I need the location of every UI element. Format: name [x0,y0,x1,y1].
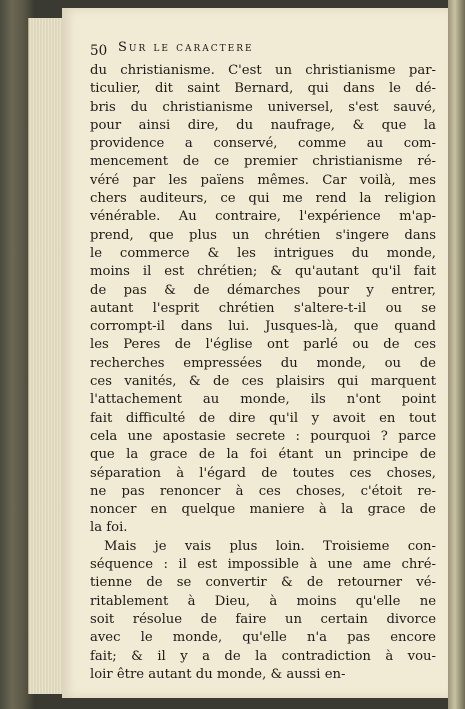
text-line: noncer en quelque maniere à la grace de [90,502,436,518]
text-line: que la grace de la foi étant un principe de [90,447,436,463]
text-line: séparation à l'égard de toutes ces choses, [90,465,436,481]
page-edges [28,18,63,694]
text-line: ticulier, dit saint Bernard, qui dans le dé- [90,81,436,97]
text-line: autant l'esprit chrétien s'altere-t-il ou se [90,300,436,316]
text-line: pour ainsi dire, du naufrage, & que la [90,117,436,133]
text-line: véré par les païens mêmes. Car voilà, mes [90,172,436,188]
text-line: fait; & il y a de la contradiction à vou- [90,648,436,664]
text-line: chers auditeurs, ce qui me rend la religion [90,191,436,207]
page-header [90,40,436,58]
text-line: ritablement à Dieu, à moins qu'elle ne [90,593,436,609]
text-line: avec le monde, qu'elle n'a pas encore [90,630,436,646]
text-line: tienne de se convertir & de retourner vé- [90,575,436,591]
page-number: 50 [90,43,108,59]
text-line: bris du christianisme universel, s'est sauvé, [90,99,436,115]
text-line: du christianisme. C'est un christianisme par- [90,63,436,78]
text-line: recherches empressées du monde, ou de [90,355,436,371]
text-line: mencement de ce premier christianisme ré- [90,154,436,170]
body-text [90,62,436,684]
text-line: l'attachement au monde, ils n'ont point [90,392,436,408]
text-line: cela une apostasie secrete : pourquoi ? parce [90,428,436,444]
text-line: corrompt-il dans lui. Jusques-là, que quand [90,319,436,335]
text-line: soit résolue de faire un certain divorce [90,611,436,627]
text-line: de pas & de démarches pour y entrer, [90,282,436,298]
text-line: ne pas renoncer à ces choses, c'étoit re- [90,483,436,499]
text-line: le commerce & les intrigues du monde, [90,245,436,261]
text-line: séquence : il est impossible à une ame chré- [90,557,436,573]
text-line: prend, que plus un chrétien s'ingere dans [90,227,436,243]
text-line: Mais je vais plus loin. Troisieme con- [104,538,436,554]
text-line: providence a conservé, comme au com- [90,136,436,152]
text-line: fait difficulté de dire qu'il y avoit en tout [90,410,436,426]
facing-page-edge [448,0,465,709]
text-line: moins il est chrétien; & qu'autant qu'il fait [90,264,436,280]
text-line: les Peres de l'église ont parlé ou de ces [90,337,436,353]
text-line: ces vanités, & de ces plaisirs qui marquent [90,374,436,390]
running-head: Sur le caractere [118,40,254,55]
text-line: vénérable. Au contraire, l'expérience m'ap- [90,209,436,225]
text-line: loir être autant du monde, & aussi en- [90,666,346,682]
text-line: la foi. [90,520,128,536]
